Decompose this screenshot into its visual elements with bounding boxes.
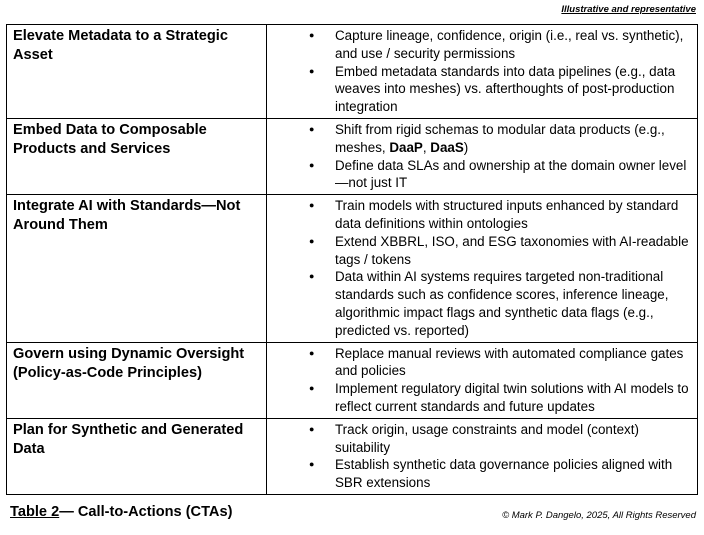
row-bullets [267, 195, 698, 342]
table-row [7, 418, 698, 494]
list-item [273, 63, 693, 116]
list-item [273, 380, 693, 416]
table-label: Table 2 [10, 504, 60, 520]
bullet-text: Define data SLAs and ownership at the domain owner level—not just IT [335, 157, 687, 191]
bullet-text: Train models with structured inputs enhanced by standard data definitions within ontologies [335, 198, 679, 231]
bullet-icon: ● [309, 235, 315, 246]
row-heading: Embed Data to Composable Products and Services [7, 118, 267, 194]
bold-term: DaaS [430, 139, 464, 155]
copyright-notice: © Mark P. Dangelo, 2025, All Rights Reserved [502, 510, 696, 521]
list-item [273, 27, 693, 63]
cta-table-body [7, 25, 698, 495]
bold-term: DaaP [389, 139, 423, 155]
table-title: — Call-to-Actions (CTAs) [59, 504, 233, 520]
list-item [273, 197, 693, 233]
bullet-text: Data within AI systems requires targeted non-traditional standards such as confidence scores, inference lineage, algorithmic impact flags and synthetic data flags (e.g., predicted vs. reported) [335, 269, 669, 338]
bullet-icon: ● [309, 200, 315, 211]
bullet-list [273, 121, 693, 192]
list-item [273, 121, 693, 157]
list-item [273, 233, 693, 269]
row-heading: Integrate AI with Standards—Not Around Them [7, 195, 267, 342]
bullet-icon: ● [309, 347, 315, 358]
bullet-list [273, 27, 693, 116]
bullet-icon: ● [309, 30, 315, 40]
bullet-icon: ● [309, 383, 315, 394]
row-bullets [267, 418, 698, 494]
list-item [273, 345, 693, 381]
bullet-text: Establish synthetic data governance policies aligned with SBR extensions [335, 457, 673, 491]
list-item [273, 456, 693, 492]
bullet-list [273, 345, 693, 416]
row-heading: Govern using Dynamic Oversight (Policy-as-Code Principles) [7, 342, 267, 418]
row-bullets [267, 25, 698, 119]
bullet-icon: ● [309, 271, 315, 282]
bullet-icon: ● [309, 159, 315, 170]
list-item [273, 268, 693, 339]
bullet-icon: ● [309, 65, 315, 76]
list-item [273, 157, 693, 193]
bullet-list [273, 421, 693, 492]
table-row [7, 25, 698, 119]
bullet-icon: ● [309, 423, 315, 434]
row-heading: Elevate Metadata to a Strategic Asset [7, 25, 267, 119]
row-bullets [267, 342, 698, 418]
bullet-text: Track origin, usage constraints and model (context) suitability [335, 421, 639, 455]
bullet-text: Embed metadata standards into data pipelines (e.g., data weaves into meshes) vs. afterthoughts of post-production integration [335, 63, 676, 115]
bullet-icon: ● [309, 459, 315, 470]
bullet-text: Replace manual reviews with automated compliance gates and policies [335, 345, 684, 379]
cta-table [6, 24, 698, 495]
row-heading: Plan for Synthetic and Generated Data [7, 418, 267, 494]
bullet-list [273, 197, 693, 339]
bullet-text: Implement regulatory digital twin solutions with AI models to reflect current standards and future updates [335, 381, 689, 414]
bullet-text: Capture lineage, confidence, origin (i.e., real vs. synthetic), and use / security permissions [335, 28, 684, 61]
row-bullets [267, 118, 698, 194]
table-row [7, 342, 698, 418]
table-row [7, 118, 698, 194]
bullet-text: ) [463, 139, 469, 155]
bullet-text: Shift from rigid schemas to modular data products (e.g., meshes, [335, 121, 665, 155]
illustrative-note: Illustrative and representative [561, 4, 696, 15]
bullet-text: Extend XBBRL, ISO, and ESG taxonomies with AI-readable tags / tokens [335, 233, 689, 267]
list-item [273, 421, 693, 457]
bullet-icon: ● [309, 123, 315, 134]
table-row [7, 195, 698, 342]
bullet-text: , [422, 139, 431, 155]
table-caption [10, 504, 232, 520]
